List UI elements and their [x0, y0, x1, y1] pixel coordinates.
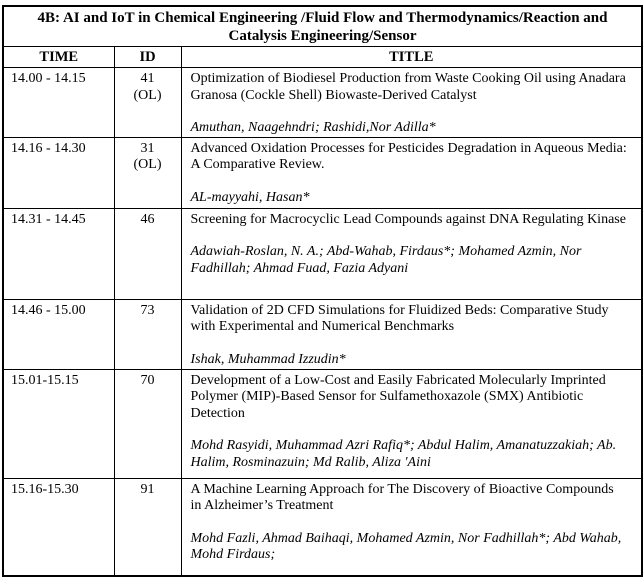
- paper-authors: Mohd Fazli, Ahmad Baihaqi, Mohamed Azmin, Nor Fadhillah*; Abd Wahab, Mohd Firdaus;: [190, 530, 622, 562]
- table-row: [3, 299, 642, 369]
- table-row: [3, 369, 642, 478]
- paper-id: 46: [140, 211, 155, 227]
- id-cell: [114, 478, 181, 576]
- time-cell: 15.01-15.15: [3, 369, 114, 478]
- paper-id-note: (OL): [133, 157, 162, 172]
- column-header-time: TIME: [3, 47, 114, 68]
- paper-id: 73: [140, 302, 155, 318]
- id-cell: [114, 208, 181, 299]
- paper-title: Advanced Oxidation Processes for Pesticides Degradation in Aqueous Media: A Comparative Review.: [190, 140, 627, 172]
- title-cell: [181, 299, 642, 369]
- paper-id-note: (OL): [133, 87, 162, 103]
- title-cell: [181, 137, 642, 208]
- table-row: [3, 137, 642, 208]
- paper-title: Validation of 2D CFD Simulations for Fluidized Beds: Comparative Study with Experimental and Numerical Benchmarks: [190, 302, 609, 334]
- id-cell: [114, 369, 181, 478]
- title-cell: [181, 478, 642, 576]
- time-cell: 14.46 - 15.00: [3, 299, 114, 369]
- column-header-row: [3, 47, 642, 68]
- paper-id: 70: [140, 372, 155, 388]
- time-cell: 14.31 - 14.45: [3, 208, 114, 299]
- id-cell: [114, 137, 181, 208]
- paper-id: 41: [140, 71, 155, 86]
- column-header-title: TITLE: [181, 47, 642, 68]
- paper-authors: Adawiah-Roslan, N. A.; Abd-Wahab, Firdaus*; Mohamed Azmin, Nor Fadhillah; Ahmad Fuad, Fazia Adyani: [190, 244, 582, 276]
- column-header-id: ID: [114, 47, 181, 68]
- id-cell: [114, 299, 181, 369]
- table-row: [3, 68, 642, 138]
- paper-title: Screening for Macrocyclic Lead Compounds against DNA Regulating Kinase: [190, 211, 626, 227]
- paper-id: 31: [140, 140, 155, 156]
- table-row: [3, 478, 642, 576]
- paper-authors: Amuthan, Naagehndri; Rashidi,Nor Adilla*: [190, 120, 436, 135]
- paper-authors: Ishak, Muhammad Izzudin*: [190, 351, 346, 367]
- time-cell: 14.16 - 14.30: [3, 137, 114, 208]
- title-cell: [181, 369, 642, 478]
- title-cell: [181, 68, 642, 138]
- paper-authors: AL-mayyahi, Hasan*: [190, 189, 310, 205]
- table-row: [3, 208, 642, 299]
- session-schedule-table: [2, 5, 643, 577]
- title-cell: [181, 208, 642, 299]
- session-header-row: [3, 6, 642, 47]
- paper-title: Development of a Low-Cost and Easily Fabricated Molecularly Imprinted Polymer (MIP)-Based Sensor for Sulfamethoxazole (SMX) Antibiotic Detection: [190, 372, 606, 421]
- paper-title: A Machine Learning Approach for The Discovery of Bioactive Compounds in Alzheimer’s Treatment: [190, 481, 614, 513]
- paper-authors: Mohd Rasyidi, Muhammad Azri Rafiq*; Abdul Halim, Amanatuzzakiah; Ab. Halim, Rosminazuin; Md Ralib, Aliza 'Aini: [190, 438, 617, 470]
- id-cell: [114, 68, 181, 138]
- session-title: 4B: AI and IoT in Chemical Engineering /Fluid Flow and Thermodynamics/Reaction and Catalysis Engineering/Sensor: [3, 6, 642, 47]
- paper-id: 91: [140, 481, 155, 497]
- time-cell: 15.16-15.30: [3, 478, 114, 576]
- paper-title: Optimization of Biodiesel Production from Waste Cooking Oil using Anadara Granosa (Cockle Shell) Biowaste-Derived Catalyst: [190, 71, 626, 103]
- time-cell: 14.00 - 14.15: [3, 68, 114, 138]
